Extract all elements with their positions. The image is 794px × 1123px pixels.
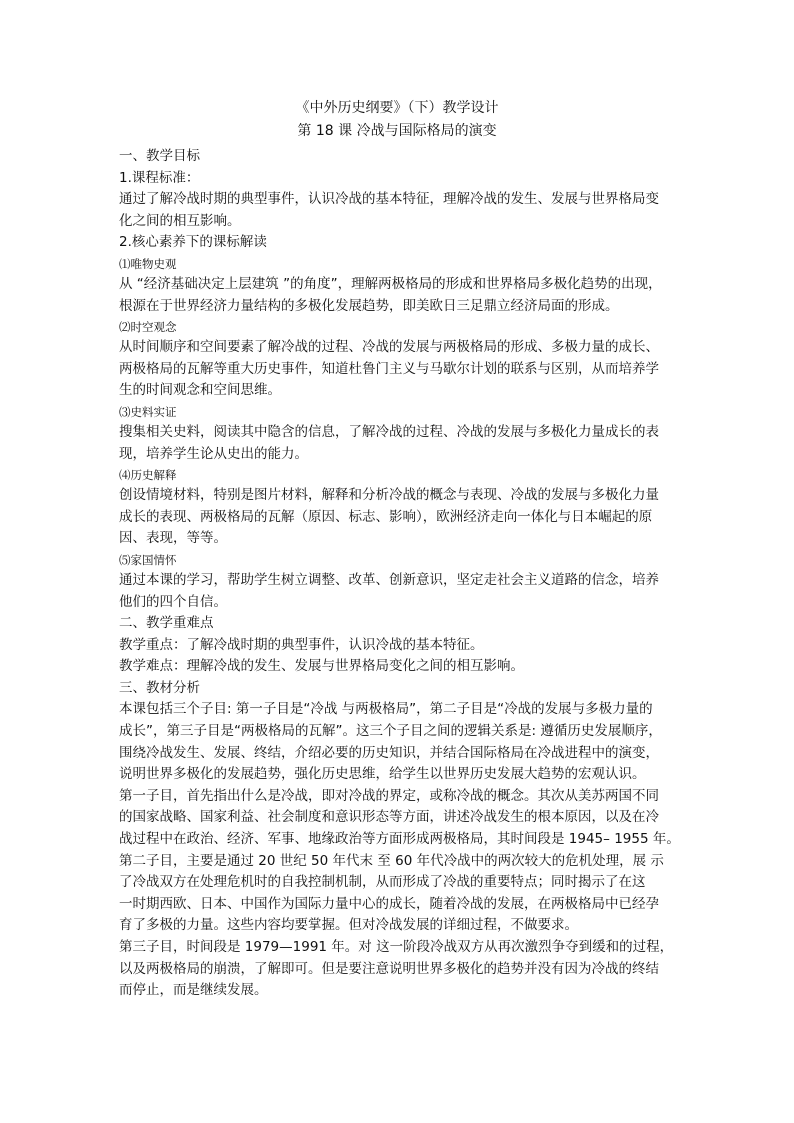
- lesson-subtitle: 第 18 课 冷战与国际格局的演变: [297, 123, 497, 139]
- text-line: 育了多极的力量。这些内容均要掌握。但对冷战发展的详细过程，不做要求。: [119, 917, 578, 934]
- text-line: 一时期西欧、日本、中国作为国际力量中心的成长，随着冷战的发展，在两极格局中已经孕: [119, 895, 659, 912]
- text-line: 第三子目，时间段是 1979—1991 年。对 这一阶段冷战双方从再次激烈争夺到缓和的过程，: [119, 939, 674, 955]
- text-line: 第一子目，首先指出什么是冷战，即对冷战的界定，或称冷战的概念。其次从美苏两国不同: [119, 787, 659, 804]
- text-line: 以及两极格局的崩溃，了解即可。但是要注意说明世界多极化的趋势并没有因为冷战的终结: [119, 960, 659, 977]
- text-line: ⑴唯物史观: [119, 256, 177, 271]
- text-line: 他们的四个自信。: [119, 593, 227, 610]
- text-line: 化之间的相互影响。: [119, 212, 241, 229]
- text-line: 两极格局的瓦解等重大历史事件，知道杜鲁门主义与马歇尔计划的联系与区别，从而培养学: [119, 360, 659, 377]
- text-line: 围绕冷战发生、发展、终结，介绍必要的历史知识，并结合国际格局在冷战进程中的演变，: [119, 744, 659, 761]
- text-line: 搜集相关史料，阅读其中隐含的信息，了解冷战的过程、冷战的发展与多极化力量成长的表: [119, 423, 659, 440]
- text-line: 因、表现，等等。: [119, 530, 227, 547]
- document-title: 《中外历史纲要》（下）教学设计: [295, 100, 499, 116]
- text-line: 创设情境材料，特别是图片材料，解释和分析冷战的概念与表现、冷战的发展与多极化力量: [119, 487, 659, 504]
- text-line: ⑵时空观念: [119, 320, 177, 335]
- text-line: 三、教材分析: [119, 679, 200, 696]
- text-line: 通过本课的学习，帮助学生树立调整、改革、创新意识，坚定走社会主义道路的信念，培养: [119, 571, 659, 588]
- text-line: 本课包括三个子目: 第一子目是“冷战 与两极格局”，第二子目是“冷战的发展与多极力量的: [119, 701, 653, 718]
- text-line: 了冷战双方在处理危机时的自我控制机制，从而形成了冷战的重要特点；同时揭示了在这: [119, 874, 646, 891]
- text-line: 说明世界多极化的发展趋势，强化历史思维，给学生以世界历史发展大趋势的宏观认识。: [119, 766, 646, 783]
- text-line: 成长的表现、两极格局的瓦解（原因、标志、影响），欧洲经济走向一体化与日本崛起的原: [119, 508, 653, 525]
- text-line: ⑸家国情怀: [119, 552, 177, 567]
- text-line: 从 “经济基础决定上层建筑 ”的角度”，理解两极格局的形成和世界格局多极化趋势的出现，: [119, 275, 662, 292]
- text-line: 通过了解冷战时期的典型事件，认识冷战的基本特征，理解冷战的发生、发展与世界格局变: [119, 191, 659, 208]
- text-line: 战过程中在政治、经济、军事、地缘政治等方面形成两极格局，其时间段是 1945– 1955 年。: [119, 831, 680, 848]
- text-line: 而停止，而是继续发展。: [119, 982, 268, 999]
- text-line: 1.课程标准：: [119, 169, 200, 186]
- text-line: 的国家战略、国家利益、社会制度和意识形态等方面，讲述冷战发生的根本原因，以及在冷: [119, 809, 659, 826]
- document-body: [119, 146, 679, 1002]
- text-line: 成长”，第三子目是“两极格局的瓦解”。这三个子目之间的逻辑关系是: 遵循历史发展顺序，: [119, 723, 662, 740]
- text-line: 第二子目，主要是通过 20 世纪 50 年代末 至 60 年代冷战中的两次较大的危机处理，展 示: [119, 852, 664, 869]
- text-line: 教学重点：了解冷战时期的典型事件，认识冷战的基本特征。: [119, 636, 484, 653]
- text-line: 现，培养学生论从史出的能力。: [119, 445, 308, 462]
- text-line: 生的时间观念和空间思维。: [119, 382, 281, 399]
- text-line: 从时间顺序和空间要素了解冷战的过程、冷战的发展与两极格局的形成、多极力量的成长、: [119, 339, 659, 356]
- text-line: ⑶史料实证: [119, 404, 177, 419]
- text-line: ⑷历史解释: [119, 468, 177, 483]
- text-line: 一、教学目标: [119, 148, 200, 164]
- text-line: 2.核心素养下的课标解读: [119, 234, 267, 251]
- text-line: 教学难点：理解冷战的发生、发展与世界格局变化之间的相互影响。: [119, 658, 524, 675]
- text-line: 二、教学重难点: [119, 615, 214, 632]
- text-line: 根源在于世界经济力量结构的多极化发展趋势，即美欧日三足鼎立经济局面的形成。: [119, 297, 619, 314]
